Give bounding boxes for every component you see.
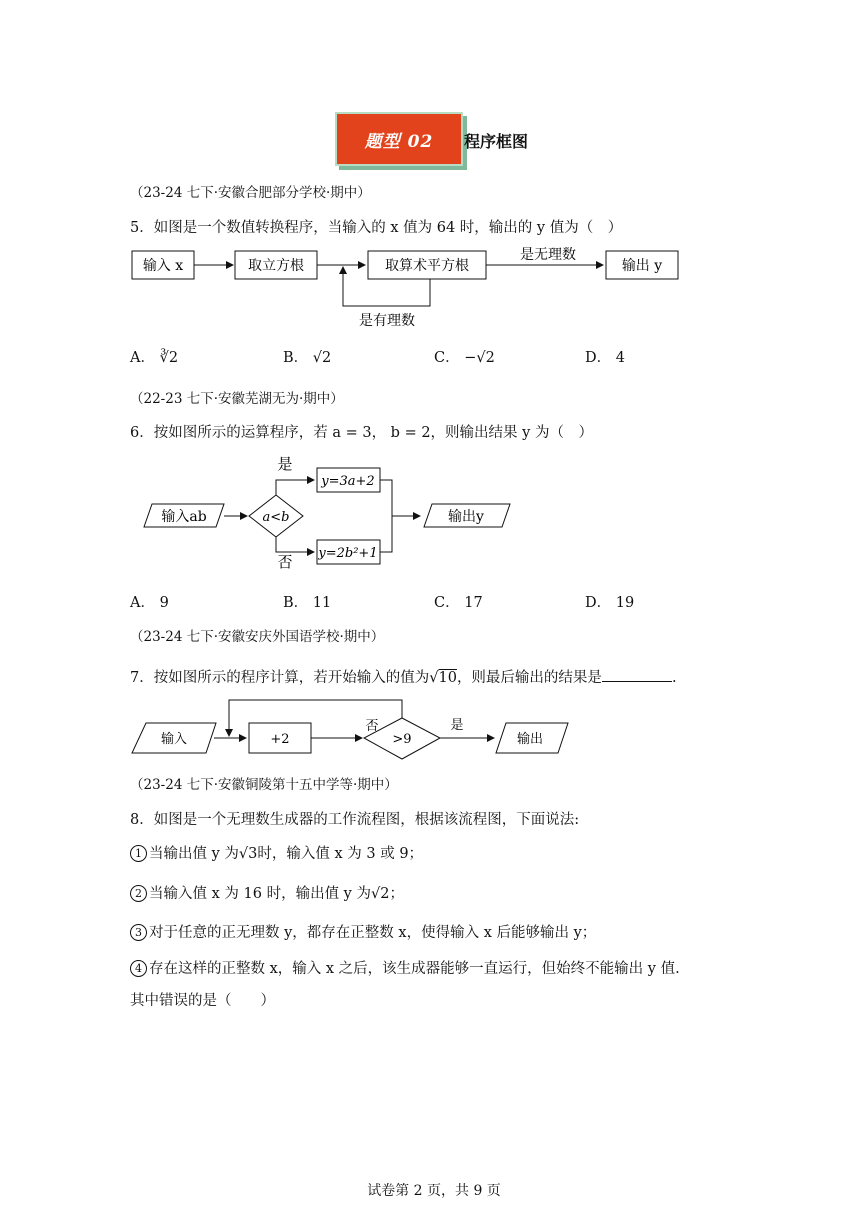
q6-option-c: C． 17 xyxy=(434,595,483,611)
q7-radicand: 10 xyxy=(438,670,457,686)
q5-output-text: 输出 y xyxy=(621,258,663,274)
q7-stem: 7．按如图所示的程序计算，若开始输入的值为√10，则最后输出的结果是 . xyxy=(130,666,677,687)
q6-option-a: A． 9 xyxy=(130,595,169,611)
q6-output-text: 输出y xyxy=(448,509,484,525)
q8-source: （23-24 七下·安徽铜陵第十五中学等·期中） xyxy=(130,777,398,793)
q6-stem: 6．按如图所示的运算程序，若 a = 3， b = 2，则输出结果 y 为（ ） xyxy=(130,425,593,441)
q7-condition-text: >9 xyxy=(392,732,412,747)
q7-yes-label: 是 xyxy=(450,718,464,733)
banner-label: 题型 02 xyxy=(364,131,434,152)
q6-option-d: D． 19 xyxy=(585,595,635,611)
q8-statement-3: 3 对于任意的正无理数 y，都存在正整数 x，使得输入 x 后能够输出 y； xyxy=(130,921,596,942)
q5-source: （23-24 七下·安徽合肥部分学校·期中） xyxy=(130,185,371,201)
q5-option-a: A． ∛2 xyxy=(130,350,179,366)
q7-add-text: +2 xyxy=(270,732,290,747)
q5-input-text: 输入 x xyxy=(142,258,184,274)
q8-question: 其中错误的是（ ） xyxy=(130,993,275,1009)
q5-option-c: C． −√2 xyxy=(434,350,495,366)
q5-irrational-label: 是无理数 xyxy=(520,247,576,263)
q8-stem: 8．如图是一个无理数生成器的工作流程图，根据该流程图，下面说法: xyxy=(130,812,580,828)
q7-source: （23-24 七下·安徽安庆外国语学校·期中） xyxy=(130,629,385,645)
q7-input-text: 输入 xyxy=(160,732,188,747)
section-banner xyxy=(335,112,463,166)
q6-no-label: 否 xyxy=(277,553,293,571)
q6-input-text: 输入ab xyxy=(161,509,207,525)
q7-no-label: 否 xyxy=(365,719,379,734)
q8-statement-4: 4 存在这样的正整数 x，输入 x 之后，该生成器能够一直运行，但始终不能输出 y 值. xyxy=(130,957,680,978)
q6-yes-label: 是 xyxy=(277,455,293,473)
q6-condition-text: a<b xyxy=(262,510,290,525)
q8-statement-2: 2 当输入值 x 为 16 时，输出值 y 为√2； xyxy=(130,882,404,903)
q6-option-b: B． 11 xyxy=(283,595,332,611)
q5-sqrt-text: 取算术平方根 xyxy=(385,258,469,274)
q6-source: （22-23 七下·安徽芜湖无为·期中） xyxy=(130,391,344,407)
q8-statement-1: 1 当输出值 y 为√3时，输入值 x 为 3 或 9； xyxy=(130,842,423,863)
section-title: 程序框图 xyxy=(464,132,529,151)
q7-answer-blank xyxy=(602,667,672,682)
q6-flowchart xyxy=(140,455,520,575)
q5-option-d: D． 4 xyxy=(585,350,625,366)
q5-rational-label: 是有理数 xyxy=(359,313,415,329)
page-footer: 试卷第 2 页，共 9 页 xyxy=(367,1183,501,1199)
q5-option-b: B． √2 xyxy=(283,350,332,366)
q5-stem: 5．如图是一个数值转换程序，当输入的 x 值为 64 时，输出的 y 值为（ ） xyxy=(130,220,623,236)
q7-output-text: 输出 xyxy=(516,732,544,747)
q5-cuberoot-text: 取立方根 xyxy=(248,258,304,274)
q6-yes-formula: y=3a+2 xyxy=(321,474,375,489)
q5-flowchart xyxy=(125,240,690,335)
q6-no-formula: y=2b²+1 xyxy=(318,546,378,561)
q7-flowchart xyxy=(128,690,573,765)
